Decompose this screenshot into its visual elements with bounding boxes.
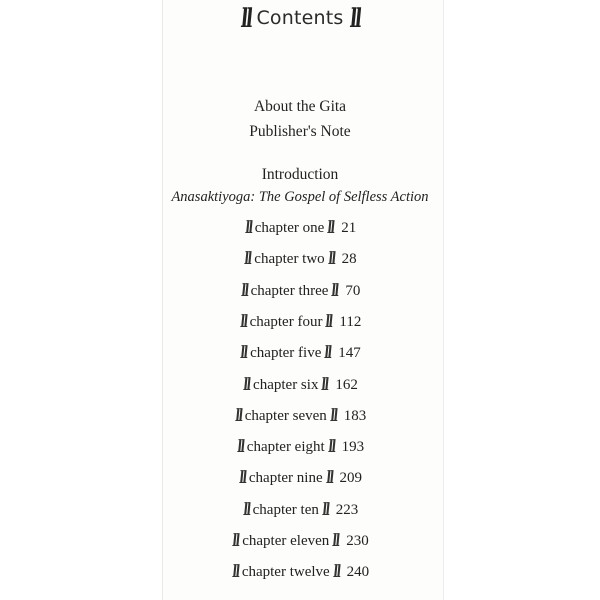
- double-bar-ornament-icon: ll: [321, 499, 330, 520]
- chapter-page-number: 112: [339, 313, 362, 330]
- double-bar-ornament-icon: ll: [239, 343, 248, 364]
- double-bar-ornament-icon: ll: [331, 531, 340, 551]
- chapter-row: [0, 468, 600, 488]
- double-bar-ornament-icon: ll: [323, 343, 332, 364]
- double-bar-ornament-icon: ll: [231, 531, 240, 551]
- double-bar-ornament-icon: ll: [243, 249, 252, 270]
- double-bar-ornament-icon: ll: [236, 437, 245, 458]
- chapter-page-number: 21: [341, 220, 357, 236]
- chapter-page-number: 70: [345, 282, 361, 299]
- double-bar-ornament-icon: ll: [327, 249, 336, 270]
- double-bar-ornament-icon: ll: [234, 405, 243, 426]
- double-bar-ornament-icon: ll: [242, 374, 251, 395]
- chapter-page-number: 193: [341, 439, 365, 456]
- chapter-row: [0, 249, 600, 269]
- chapter-row: [0, 312, 600, 332]
- double-bar-ornament-icon: ll: [244, 218, 253, 238]
- toc-entry-introduction: Introduction: [261, 166, 339, 183]
- contents-title: Contents: [256, 7, 344, 29]
- chapter-row: [0, 281, 600, 301]
- double-bar-ornament-icon: ll: [239, 311, 248, 332]
- chapter-label: chapter five: [250, 345, 322, 362]
- chapter-label: chapter seven: [244, 407, 327, 424]
- chapter-label: chapter ten: [252, 501, 319, 518]
- double-bar-ornament-icon: ll: [239, 280, 249, 301]
- chapter-label: chapter two: [254, 251, 325, 268]
- chapter-row: [0, 437, 600, 457]
- double-bar-ornament-icon: ll: [324, 311, 334, 332]
- chapter-page-number: 28: [341, 251, 357, 268]
- chapter-label: chapter four: [249, 313, 323, 330]
- toc-entry-publishers-note: Publisher's Note: [249, 123, 351, 140]
- double-bar-ornament-icon: ll: [242, 499, 251, 520]
- double-bar-ornament-left: ll: [239, 4, 252, 34]
- double-bar-ornament-icon: ll: [326, 218, 335, 238]
- chapter-page-number: 223: [335, 501, 359, 518]
- chapter-row: [0, 562, 600, 582]
- chapter-page-number: 147: [338, 345, 361, 362]
- contents-heading: [0, 4, 600, 34]
- chapter-row: [0, 500, 600, 520]
- chapter-page-number: 230: [346, 533, 369, 549]
- chapter-label: chapter three: [250, 282, 329, 299]
- chapter-page-number: 240: [346, 564, 370, 581]
- chapter-page-number: 183: [343, 407, 367, 424]
- double-bar-ornament-right: ll: [348, 4, 361, 34]
- chapter-row: [0, 343, 600, 363]
- chapter-label: chapter nine: [248, 470, 323, 487]
- double-bar-ornament-icon: ll: [330, 280, 340, 301]
- chapter-label: chapter eight: [246, 439, 325, 456]
- chapter-row: [0, 406, 600, 426]
- double-bar-ornament-icon: ll: [231, 562, 240, 583]
- chapter-label: chapter six: [253, 376, 319, 393]
- chapter-page-number: 209: [339, 470, 363, 487]
- chapter-label: chapter eleven: [242, 533, 330, 549]
- double-bar-ornament-icon: ll: [238, 468, 247, 489]
- chapter-label: chapter twelve: [241, 564, 330, 581]
- double-bar-ornament-icon: ll: [329, 405, 338, 426]
- double-bar-ornament-icon: ll: [327, 437, 336, 458]
- toc-entry-anasaktiyoga: Anasaktiyoga: The Gospel of Selfless Action: [171, 189, 429, 205]
- chapter-page-number: 162: [335, 376, 358, 393]
- double-bar-ornament-icon: ll: [324, 468, 334, 489]
- toc-entry-about-the-gita: About the Gita: [253, 98, 347, 115]
- double-bar-ornament-icon: ll: [332, 562, 341, 583]
- double-bar-ornament-icon: ll: [320, 374, 330, 395]
- chapter-row: [0, 218, 600, 238]
- chapter-row: [0, 531, 600, 551]
- chapter-label: chapter one: [254, 220, 325, 236]
- chapter-row: [0, 375, 600, 395]
